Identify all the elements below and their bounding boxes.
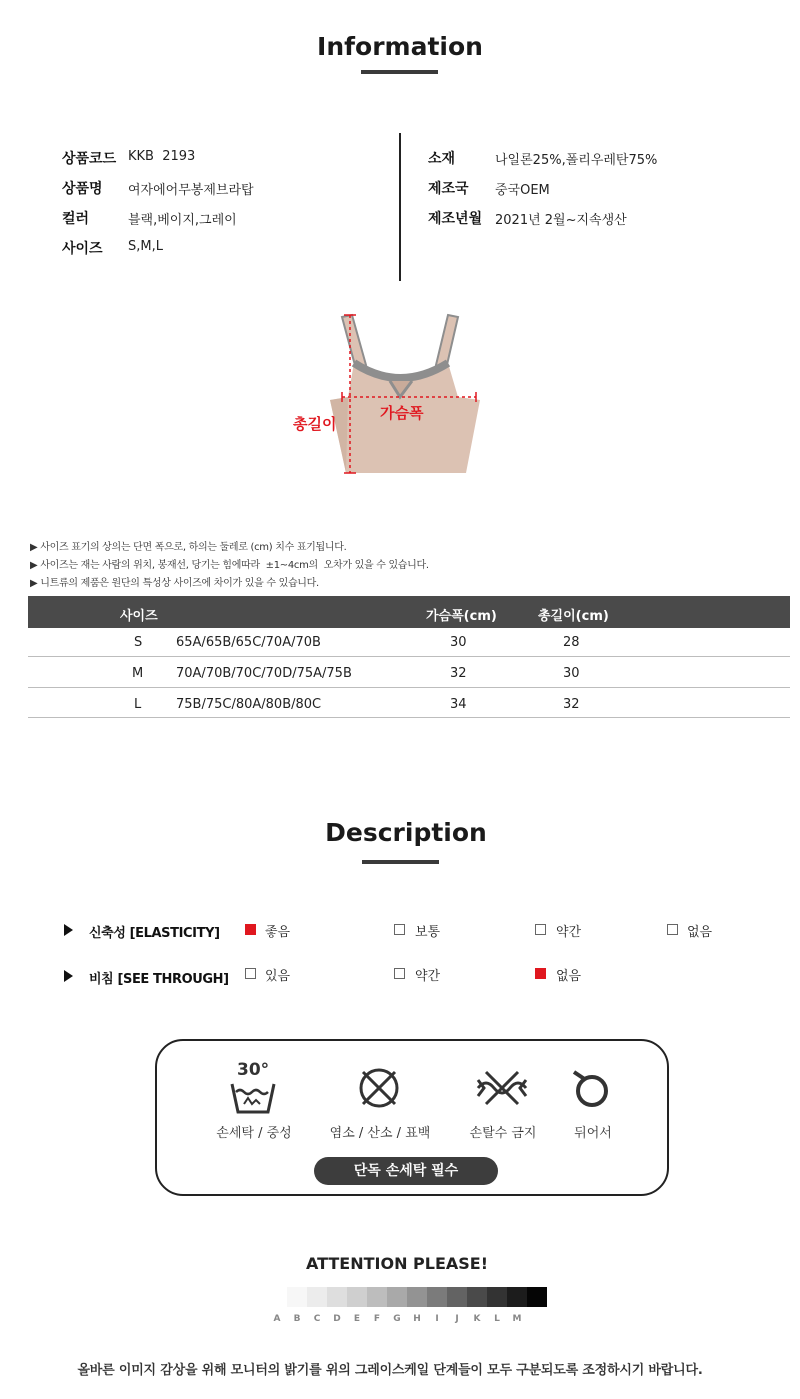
monitor-brightness-note: 올바른 이미지 감상을 위해 모니터의 밝기를 위의 그레이스케일 단계들이 모두 구분되도록 조정하시기 바랍니다. [77,1363,703,1378]
grayscale-letter: A [273,1314,281,1324]
info-key: 사이즈 [62,241,103,257]
description-underline [362,860,439,864]
row-length: 30 [563,666,580,681]
info-value: 여자에어무봉제브라탑 [128,183,254,198]
see-through-label: 비침 [SEE THROUGH] [89,972,229,987]
hand-wash-30-icon [228,1060,278,1118]
row-size: L [134,697,142,712]
info-value: 중국OEM [495,183,550,198]
elasticity-option-normal-checkbox[interactable] [394,924,405,935]
inside-out-icon [568,1066,612,1110]
arrow-right-icon [64,924,73,936]
grayscale-letter: K [473,1314,481,1324]
information-underline [361,70,438,74]
row-divider [28,656,790,657]
grayscale-letter: H [413,1314,421,1324]
grayscale-letter: G [393,1314,401,1324]
elasticity-option-label: 좋음 [265,925,291,940]
size-note: ▶ 사이즈는 재는 사람의 위치, 봉재선, 당기는 힘에따라 ±1~4cm의 오차가 있을 수 있습니다. [30,560,429,571]
elasticity-label: 신축성 [ELASTICITY] [89,926,220,941]
grayscale-letter: J [455,1314,459,1324]
elasticity-option-none-checkbox[interactable] [667,924,678,935]
description-title: Description [325,818,487,847]
size-note: ▶ 사이즈 표기의 상의는 단면 폭으로, 하의는 둘레로 (cm) 치수 표기됩니다. [30,542,347,553]
garment-right-strap [436,315,458,369]
temperature-label: 30° [237,1060,270,1080]
info-value: 나일론25%,폴리우레탄75% [495,153,658,168]
info-value: KKB 2193 [128,149,196,164]
garment-measure-diagram [280,305,520,485]
row-fit: 70A/70B/70C/70D/75A/75B [176,666,352,681]
see-through-option-yes-checkbox[interactable] [245,968,256,979]
grayscale-letter: C [313,1314,321,1324]
row-chest: 34 [450,697,467,712]
size-note: ▶ 니트류의 제품은 원단의 특성상 사이즈에 차이가 있을 수 있습니다. [30,578,319,589]
row-divider [28,687,790,688]
see-through-option-none-checkbox[interactable] [535,968,546,979]
care-label-no-bleach: 염소 / 산소 / 표백 [329,1126,431,1141]
row-chest: 30 [450,635,467,650]
elasticity-option-slight-checkbox[interactable] [535,924,546,935]
table-row [28,658,790,688]
info-divider [399,133,401,281]
grayscale-swatch [527,1287,547,1307]
info-key: 제조년월 [428,211,483,227]
grayscale-letter: E [353,1314,361,1324]
header-chest: 가슴폭(cm) [426,609,497,624]
grayscale-swatch [447,1287,467,1307]
grayscale-strip [287,1287,547,1307]
see-through-option-label: 약간 [415,969,441,984]
grayscale-swatch [307,1287,327,1307]
grayscale-swatch [427,1287,447,1307]
garment-left-strap [342,315,366,369]
row-length: 32 [563,697,580,712]
grayscale-letter: I [435,1314,439,1324]
grayscale-swatch [347,1287,367,1307]
grayscale-swatch [327,1287,347,1307]
grayscale-swatch [367,1287,387,1307]
see-through-option-label: 있음 [265,969,291,984]
table-row [28,689,790,718]
grayscale-swatch [407,1287,427,1307]
no-spin-dry-icon [474,1068,530,1108]
grayscale-swatch [287,1287,307,1307]
elasticity-option-label: 없음 [687,925,713,940]
no-bleach-icon [357,1066,401,1110]
grayscale-swatch [487,1287,507,1307]
grayscale-letter: L [494,1314,500,1324]
care-label-hand-wash: 손세탁 / 중성 [216,1126,292,1141]
see-through-option-slight-checkbox[interactable] [394,968,405,979]
info-value: 2021년 2월~지속생산 [495,213,627,228]
info-left-column [62,148,382,268]
arrow-right-icon [64,970,73,982]
grayscale-swatch [467,1287,487,1307]
information-title: Information [317,32,483,61]
see-through-option-label: 없음 [556,969,582,984]
info-key: 상품코드 [62,151,117,167]
grayscale-swatch [387,1287,407,1307]
garment-left-shadow [330,397,348,473]
grayscale-letter: M [512,1314,522,1324]
row-size: S [134,635,143,650]
row-divider [28,717,790,718]
elasticity-option-label: 보통 [415,925,441,940]
info-key: 상품명 [62,181,103,197]
care-label-no-spin-dry: 손탈수 금지 [469,1126,537,1141]
table-row [28,628,790,657]
grayscale-swatch [507,1287,527,1307]
must-hand-wash-label: 단독 손세탁 필수 [353,1163,459,1179]
header-size: 사이즈 [120,609,158,624]
grayscale-letter: B [293,1314,301,1324]
info-key: 제조국 [428,181,469,197]
info-right-column [428,148,768,238]
elasticity-option-label: 약간 [556,925,582,940]
info-value: S,M,L [128,239,163,254]
row-length: 28 [563,635,580,650]
info-value: 블랙,베이지,그레이 [128,213,237,228]
grayscale-letter: F [373,1314,381,1324]
row-fit: 75B/75C/80A/80B/80C [176,697,322,712]
elasticity-option-good-checkbox[interactable] [245,924,256,935]
grayscale-letter: D [333,1314,341,1324]
info-key: 컬러 [62,211,90,227]
attention-title: ATTENTION PLEASE! [305,1254,489,1273]
info-key: 소재 [428,151,456,167]
chest-label: 가슴폭 [380,404,424,422]
grayscale-letters [267,1314,527,1326]
size-table-header [28,596,790,628]
care-label-inside-out: 뒤어서 [574,1126,612,1141]
row-chest: 32 [450,666,467,681]
length-label: 총길이 [293,415,337,433]
header-length: 총길이(cm) [538,609,609,624]
row-size: M [132,666,144,681]
must-hand-wash-badge [314,1157,498,1185]
row-fit: 65A/65B/65C/70A/70B [176,635,321,650]
